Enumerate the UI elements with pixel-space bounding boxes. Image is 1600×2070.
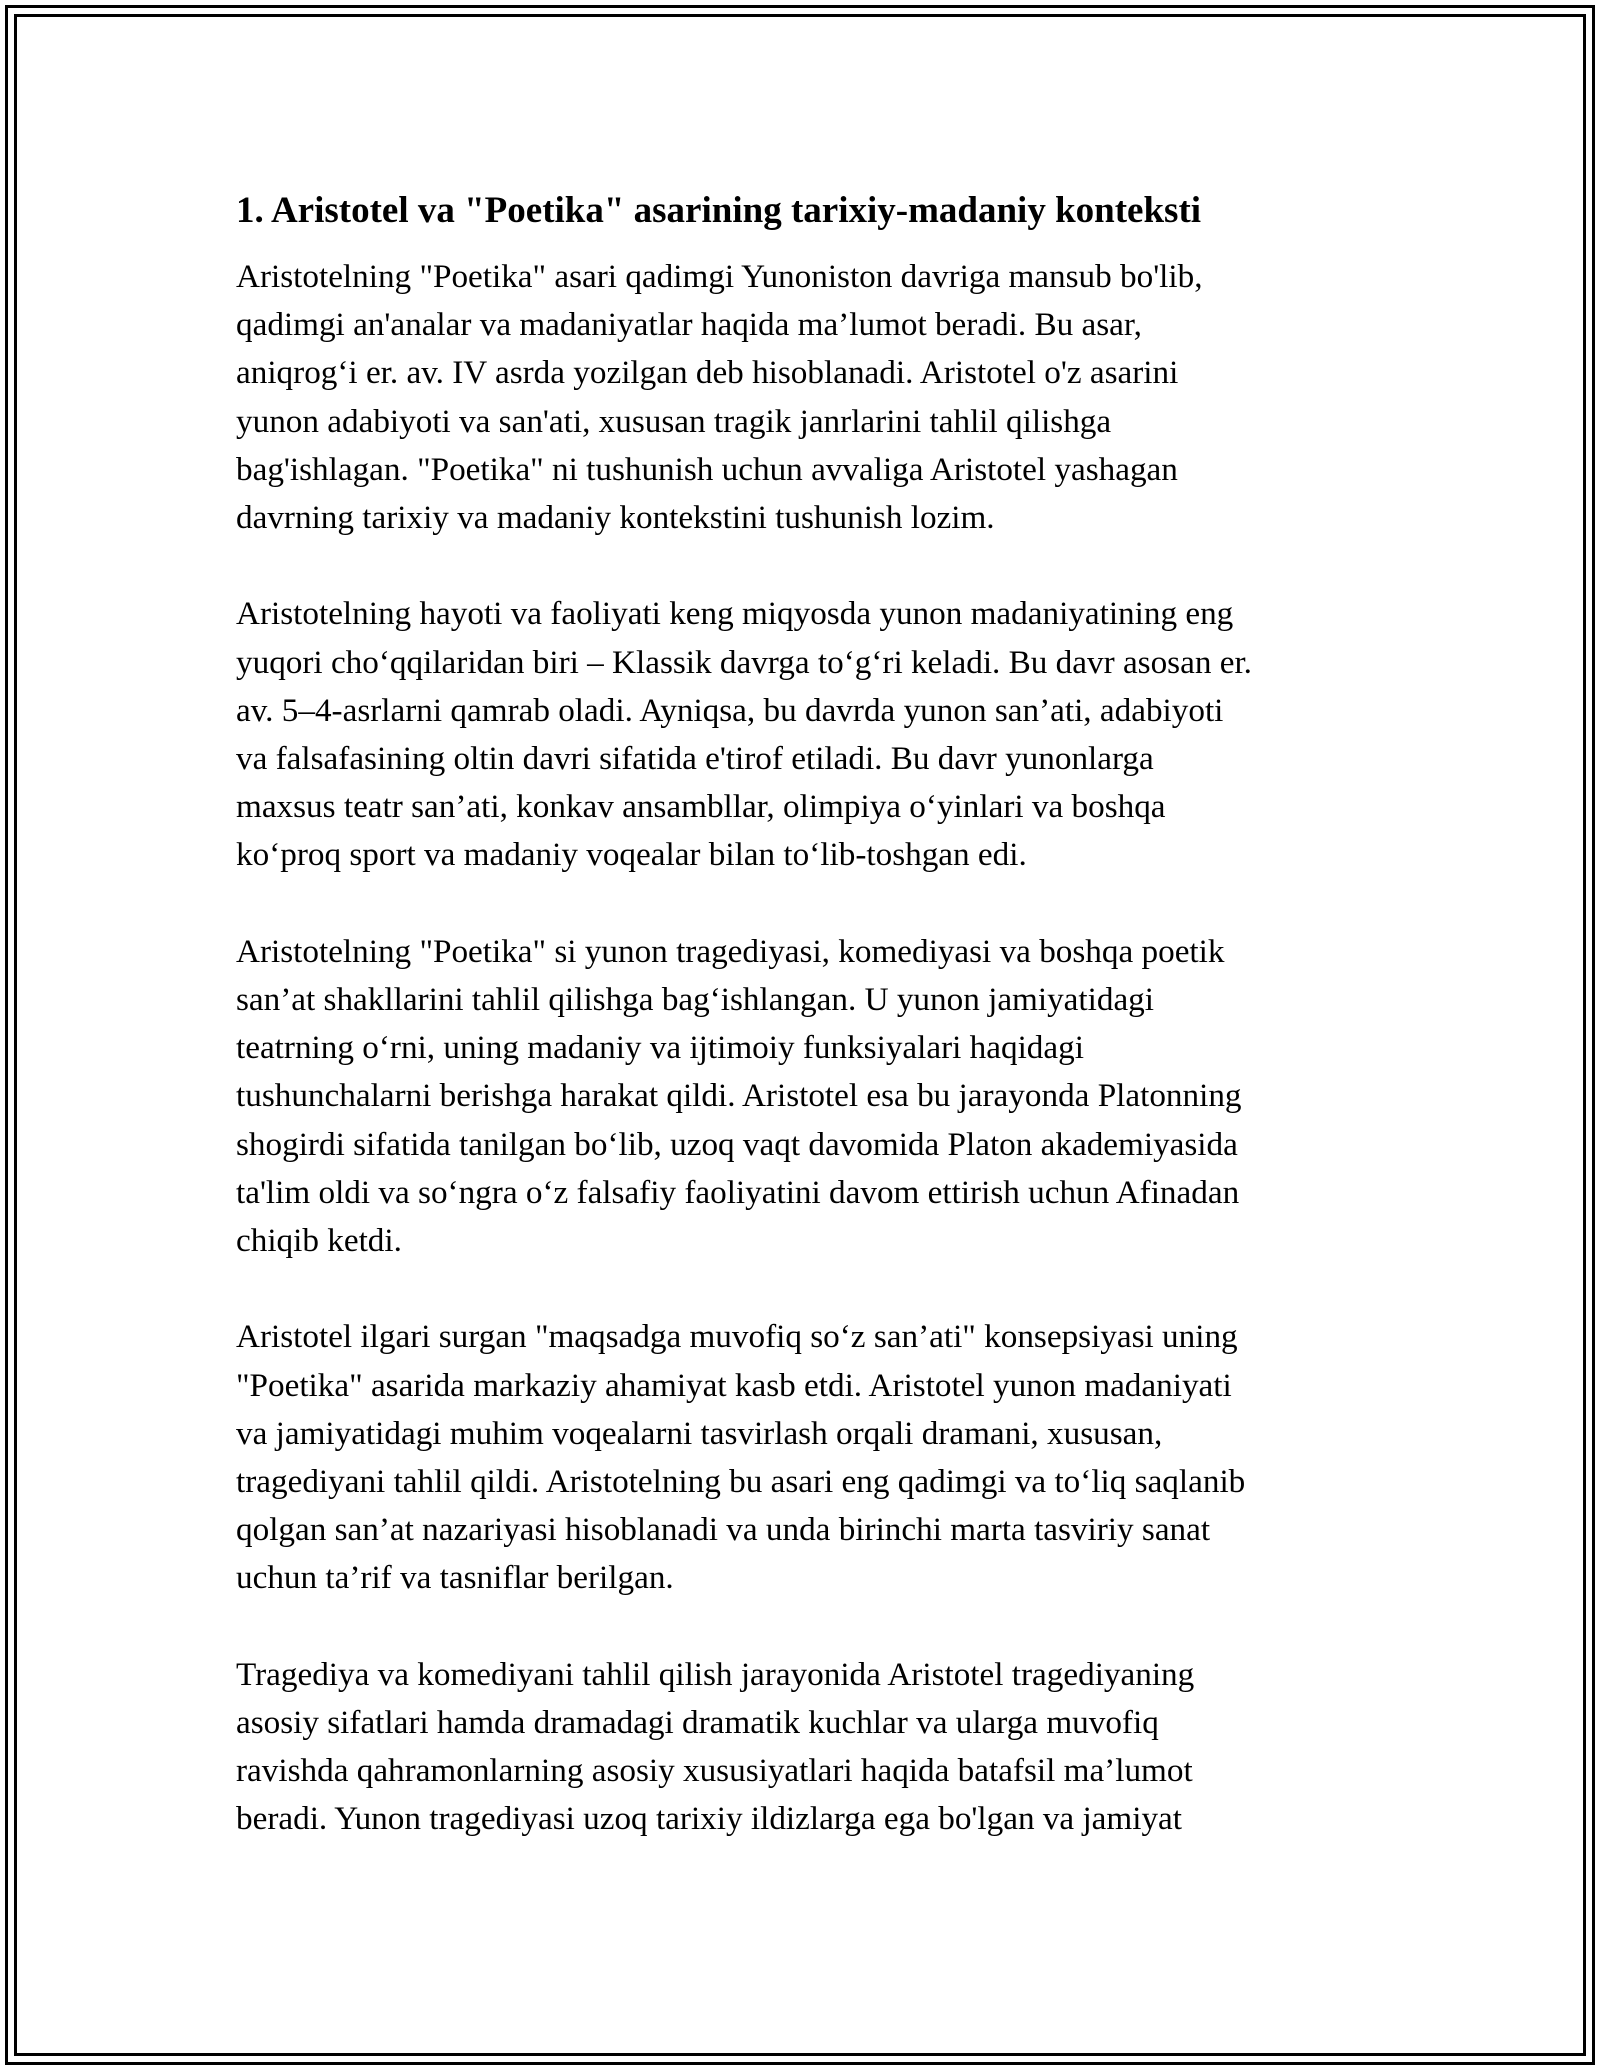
text-line: yuqori cho‘qqilaridan biri – Klassik davrga to‘g‘ri keladi. Bu davr asosan er.: [236, 643, 1252, 681]
text-line: tragediyani tahlil qildi. Aristotelning bu asari eng qadimgi va to‘liq saqlanib: [236, 1463, 1246, 1501]
text-line: Aristotelning "Poetika" asari qadimgi Yunoniston davriga mansub bo'lib,: [236, 258, 1203, 295]
paragraph-5: [236, 1651, 1366, 1844]
text-line: va falsafasining oltin davri sifatida e'tirof etiladi. Bu davr yunonlarga: [236, 740, 1154, 778]
text-line: bag'ishlagan. "Poetika" ni tushunish uchun avvaliga Aristotel yashagan: [236, 450, 1178, 488]
text-line: av. 5–4-asrlarni qamrab oladi. Ayniqsa, bu davrda yunon san’ati, adabiyoti: [236, 691, 1224, 729]
text-line: asosiy sifatlari hamda dramadagi dramatik kuchlar va ularga muvofiq: [236, 1704, 1159, 1742]
text-line: beradi. Yunon tragediyasi uzoq tarixiy ildizlarga ega bo'lgan va jamiyat: [236, 1800, 1182, 1838]
text-line: ravishda qahramonlarning asosiy xususiyatlari haqida batafsil ma’lumot: [236, 1752, 1193, 1790]
text-line: teatrning o‘rni, uning madaniy va ijtimoiy funksiyalari haqidagi: [236, 1029, 1084, 1067]
text-line: Tragediya va komediyani tahlil qilish jarayonida Aristotel tragediyaning: [236, 1655, 1195, 1693]
text-line: ko‘proq sport va madaniy voqealar bilan to‘lib-toshgan edi.: [236, 836, 1027, 874]
document-body: [236, 186, 1366, 1844]
text-line: san’at shakllarini tahlil qilishga bag‘ishlangan. U yunon jamiyatidagi: [236, 981, 1154, 1019]
text-line: Aristotelning hayoti va faoliyati keng miqyosda yunon madaniyatining eng: [236, 595, 1234, 633]
text-line: Aristotelning "Poetika" si yunon tragediyasi, komediyasi va boshqa poetik: [236, 932, 1225, 970]
paragraph-1: [236, 253, 1366, 542]
text-line: ta'lim oldi va so‘ngra o‘z falsafiy faoliyatini davom ettirish uchun Afinadan: [236, 1173, 1240, 1211]
text-line: chiqib ketdi.: [236, 1222, 402, 1260]
text-line: qadimgi an'analar va madaniyatlar haqida ma’lumot beradi. Bu asar,: [236, 306, 1142, 344]
text-line: maxsus teatr san’ati, konkav ansambllar, olimpiya o‘yinlari va boshqa: [236, 788, 1166, 826]
text-line: davrning tarixiy va madaniy kontekstini tushunish lozim.: [236, 499, 995, 537]
paragraph-4: [236, 1313, 1366, 1602]
text-line: Aristotel ilgari surgan "maqsadga muvofiq so‘z san’ati" konsepsiyasi uning: [236, 1318, 1238, 1356]
text-line: va jamiyatidagi muhim voqealarni tasvirlash orqali dramani, xususan,: [236, 1414, 1163, 1452]
text-line: tushunchalarni berishga harakat qildi. Aristotel esa bu jarayonda Platonning: [236, 1077, 1242, 1115]
text-line: qolgan san’at nazariyasi hisoblanadi va unda birinchi marta tasviriy sanat: [236, 1511, 1211, 1549]
paragraph-3: [236, 928, 1366, 1265]
text-line: "Poetika" asarida markaziy ahamiyat kasb etdi. Aristotel yunon madaniyati: [236, 1366, 1232, 1404]
paragraph-2: [236, 590, 1366, 879]
text-line: shogirdi sifatida tanilgan bo‘lib, uzoq vaqt davomida Platon akademiyasida: [236, 1125, 1238, 1163]
text-line: aniqrog‘i er. av. IV asrda yozilgan deb hisoblanadi. Aristotel o'z asarini: [236, 354, 1179, 392]
text-line: yunon adabiyoti va san'ati, xususan tragik janrlarini tahlil qilishga: [236, 402, 1112, 440]
text-line: uchun ta’rif va tasniflar berilgan.: [236, 1559, 674, 1597]
section-heading: 1. Aristotel va "Poetika" asarining tarixiy-madaniy konteksti: [236, 190, 1202, 231]
